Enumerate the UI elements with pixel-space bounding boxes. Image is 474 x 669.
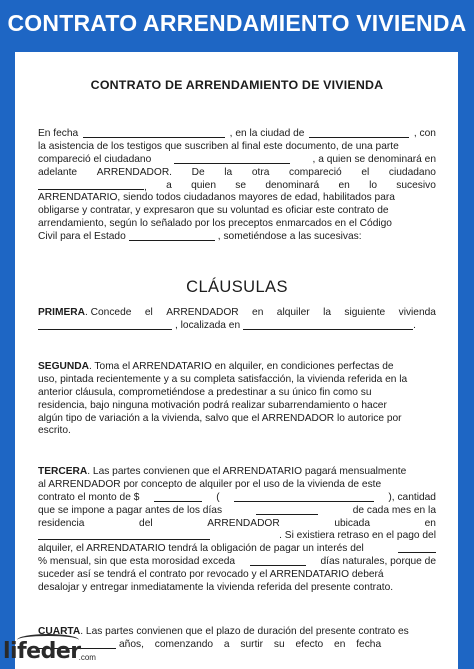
logo-suffix: .com [78,653,96,662]
text-line: En fecha , en la ciudad de , con [38,128,436,139]
text-line: arrendamiento, según lo señalado por los preceptos enmarcados en el Código [38,218,392,230]
interest-blank [398,543,436,553]
clause-label: SEGUNDA [38,361,89,372]
text-line: SEGUNDA . Toma el ARRENDATARIO en alquiler, en condiciones perfectas de [38,361,394,372]
amount-words-blank [234,492,374,502]
clause-cuarta [38,626,436,652]
dwelling-blank [38,320,172,330]
state-blank [129,231,215,241]
clause-label: PRIMERA [38,307,85,318]
text-line: adelante ARRENDADOR. De la otra compareció el ciudadano [38,166,436,178]
banner [0,0,474,46]
text-line: compareció el ciudadano , a quien se denominará en [38,153,436,165]
amount-blank [154,492,202,502]
text-line: , a quien se denominará en lo sucesivo [38,180,436,193]
text-line: suceder así se tendrá el contrato por revocado y el ARRENDATARIO deberá [38,569,384,581]
intro-paragraph [38,128,436,244]
clause-label: CUARTA [38,626,81,637]
text-line: % mensual, sin que esta morosidad exceda días naturales, porque de [38,556,436,568]
address-blank [38,530,210,540]
text-line: , localizada en . [38,320,436,333]
logo-arc-icon [17,634,79,646]
text-line: CUARTA . Las partes convienen que el plazo de duración del presente contrato es [38,626,409,637]
clauses-heading: CLÁUSULAS [186,278,288,296]
date-blank [83,128,225,138]
text-line: la asistencia de los testigos que suscriben al final este documento, de una parte [38,140,399,152]
clause-segunda [38,361,436,438]
clause-primera [38,307,436,333]
grace-days-blank [250,556,306,566]
text-line: desalojar y entregar inmediatamente la vivienda referida del presente contrato. [38,582,394,594]
text-line: . Si existiera retraso en el pago del [38,530,436,543]
text-line: PRIMERA. Concede el ARRENDADOR en alquiler la siguiente vivienda [38,307,436,318]
text-line: Civil para el Estado , sometiéndose a las sucesivas: [38,231,362,243]
logo-text: lifeder [3,639,81,664]
city-blank [309,128,409,138]
text-line: obligarse y contratar, y expresaron que su voluntad es oficiar este contrato de [38,205,389,217]
text-line: ARRENDATARIO, siendo todos ciudadanos mayores de edad, habilitados para [38,192,395,204]
text-line: algún tipo de variación a la vivienda, salvo que el ARRENDADOR lo autorice por [38,412,402,424]
lessor-name-blank [174,154,290,164]
clause-tercera [38,466,436,595]
text-line: TERCERA . Las partes convienen que el ARRENDATARIO pagará mensualmente [38,466,407,477]
text-line: escrito. [38,425,71,437]
clause-label: TERCERA [38,466,88,477]
text-line: que se impone a pagar antes de los días de cada mes en la [38,504,436,516]
text-line: contrato el monto de $ ( ), cantidad [38,491,436,503]
text-line: al ARRENDADOR por concepto de alquiler por el uso de la vivienda de este [38,478,382,490]
text-line: residencia del ARRENDADOR ubicada en [38,517,436,529]
document-page [15,52,458,669]
tenant-name-blank [38,180,144,190]
lifeder-logo [3,634,96,664]
days-blank [256,505,318,515]
banner-title: CONTRATO ARRENDAMIENTO VIVIENDA [7,9,467,36]
text-line: residencia, bajo ninguna motivación podrá realizar subarrendamiento o hacer [38,399,387,411]
document-title: CONTRATO DE ARRENDAMIENTO DE VIVIENDA [90,78,384,92]
text-line: anterior cláusula, comprometiéndose a predestinar a su único fin como su [38,386,372,398]
location-blank [243,320,413,330]
text-line: años, comenzando a surtir su efecto en fecha [38,639,436,652]
text-line: alquiler, el ARRENDATARIO tendrá la obligación de pagar un interés del [38,543,436,556]
text-line: uso, pintada recientemente y a su completa satisfacción, la vivienda referida en la [38,373,408,385]
